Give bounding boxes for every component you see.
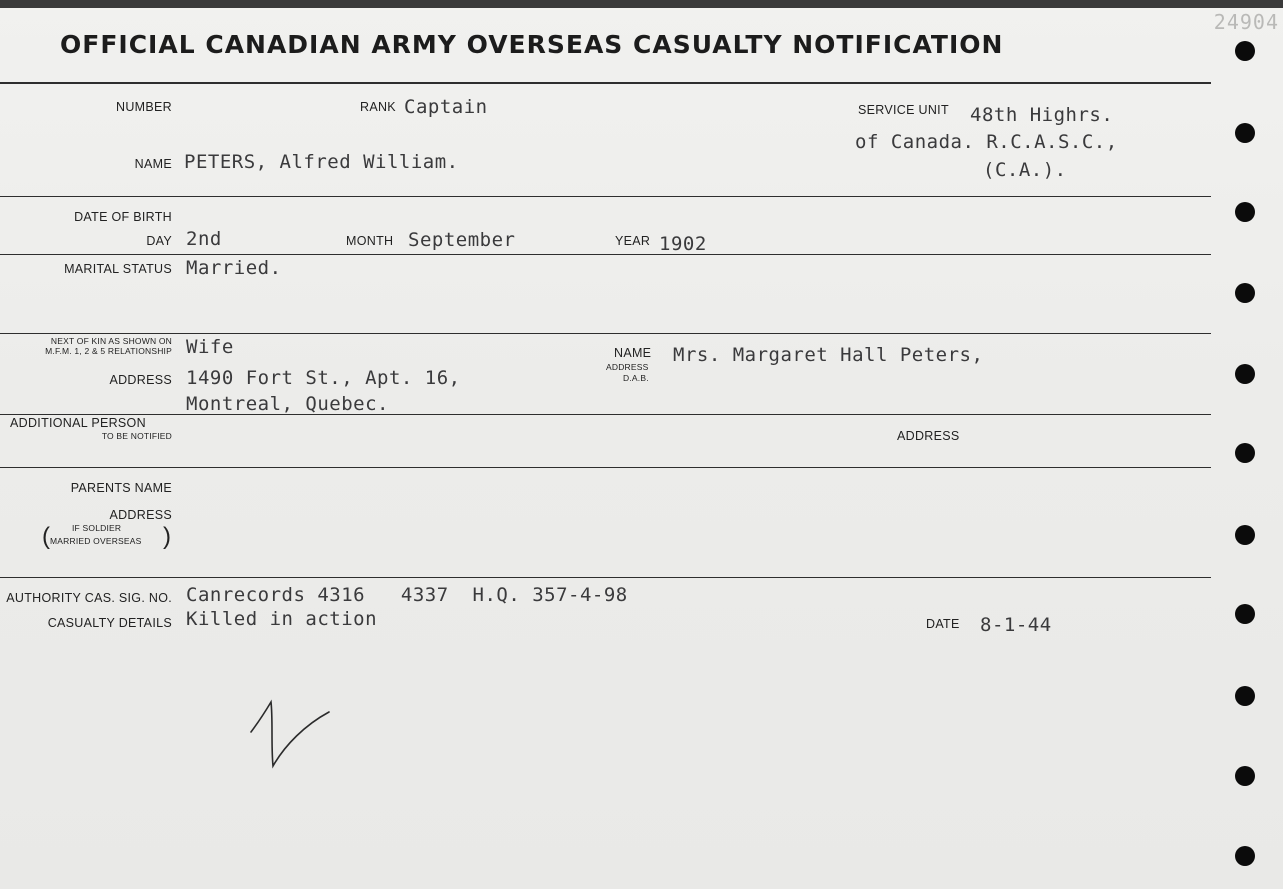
date-label: DATE xyxy=(926,617,960,631)
punch-hole xyxy=(1235,846,1255,866)
dob-month-value: September xyxy=(408,229,516,251)
casualty-details-value: Killed in action xyxy=(186,608,378,630)
address-label: ADDRESS xyxy=(109,373,172,387)
month-label: MONTH xyxy=(346,234,394,248)
punch-hole xyxy=(1235,604,1255,624)
divider-title xyxy=(0,82,1211,84)
authority-value: Canrecords 4316 4337 H.Q. 357-4-98 xyxy=(186,584,628,606)
nok-name-value: Mrs. Margaret Hall Peters, xyxy=(673,344,984,366)
next-of-kin-label-line2: M.F.M. 1, 2 & 5 RELATIONSHIP xyxy=(45,346,172,356)
punch-hole xyxy=(1235,525,1255,545)
divider-parents xyxy=(0,577,1211,578)
scan-top-edge xyxy=(0,0,1283,8)
dob-year-value: 1902 xyxy=(659,233,707,255)
divider-marital xyxy=(0,333,1211,334)
punch-hole xyxy=(1235,283,1255,303)
date-value: 8-1-44 xyxy=(980,614,1052,636)
additional-address-label: ADDRESS xyxy=(897,429,960,443)
punch-hole xyxy=(1235,766,1255,786)
to-be-notified-label: TO BE NOTIFIED xyxy=(101,431,172,441)
punch-hole xyxy=(1235,686,1255,706)
parents-name-label: PARENTS NAME xyxy=(70,481,172,495)
address-value-line2: Montreal, Quebec. xyxy=(186,393,389,415)
additional-person-label: ADDITIONAL PERSON xyxy=(10,416,146,430)
rank-label: RANK xyxy=(360,100,396,114)
name-label: NAME xyxy=(134,157,172,171)
open-paren-mark: ( xyxy=(42,523,50,550)
name-value: PETERS, Alfred William. xyxy=(184,151,459,173)
handwritten-check-mark xyxy=(245,690,335,770)
divider-dob xyxy=(0,254,1211,255)
punch-hole xyxy=(1235,202,1255,222)
marital-status-value: Married. xyxy=(186,257,282,279)
punch-hole xyxy=(1235,41,1255,61)
address-value-line1: 1490 Fort St., Apt. 16, xyxy=(186,367,461,389)
punch-hole xyxy=(1235,443,1255,463)
date-of-birth-label: DATE OF BIRTH xyxy=(74,210,172,224)
close-paren-mark: ) xyxy=(163,523,171,550)
service-unit-value-line1: 48th Highrs. xyxy=(970,104,1114,126)
service-unit-value-line3: (C.A.). xyxy=(983,159,1067,181)
punch-hole xyxy=(1235,123,1255,143)
casualty-details-label: CASUALTY DETAILS xyxy=(47,616,172,630)
day-label: DAY xyxy=(146,234,172,248)
rank-value: Captain xyxy=(404,96,488,118)
punch-hole xyxy=(1235,364,1255,384)
number-label: NUMBER xyxy=(116,100,172,114)
divider-identity xyxy=(0,196,1211,197)
document-title: OFFICIAL CANADIAN ARMY OVERSEAS CASUALTY NOTIFICATION xyxy=(60,30,1004,59)
divider-next-of-kin xyxy=(0,414,1211,415)
next-of-kin-label-line1: NEXT OF KIN AS SHOWN ON xyxy=(50,336,172,346)
serial-number: 24904 xyxy=(1213,10,1279,34)
nok-dab-label: D.A.B. xyxy=(623,373,649,383)
nok-address-label: ADDRESS xyxy=(606,362,649,372)
service-unit-label: SERVICE UNIT xyxy=(858,103,949,117)
parents-address-label: ADDRESS xyxy=(109,508,172,522)
service-unit-value-line2: of Canada. R.C.A.S.C., xyxy=(855,131,1118,153)
divider-additional-person xyxy=(0,467,1211,468)
married-overseas-label: MARRIED OVERSEAS xyxy=(50,536,142,546)
authority-label: AUTHORITY CAS. SIG. NO. xyxy=(6,591,172,605)
if-soldier-label: IF SOLDIER xyxy=(72,523,122,533)
year-label: YEAR xyxy=(615,234,651,248)
dob-day-value: 2nd xyxy=(186,228,222,250)
relationship-value: Wife xyxy=(186,336,234,358)
nok-name-label: NAME xyxy=(614,346,652,360)
parenthetical-note xyxy=(42,520,172,554)
marital-status-label: MARITAL STATUS xyxy=(64,262,172,276)
